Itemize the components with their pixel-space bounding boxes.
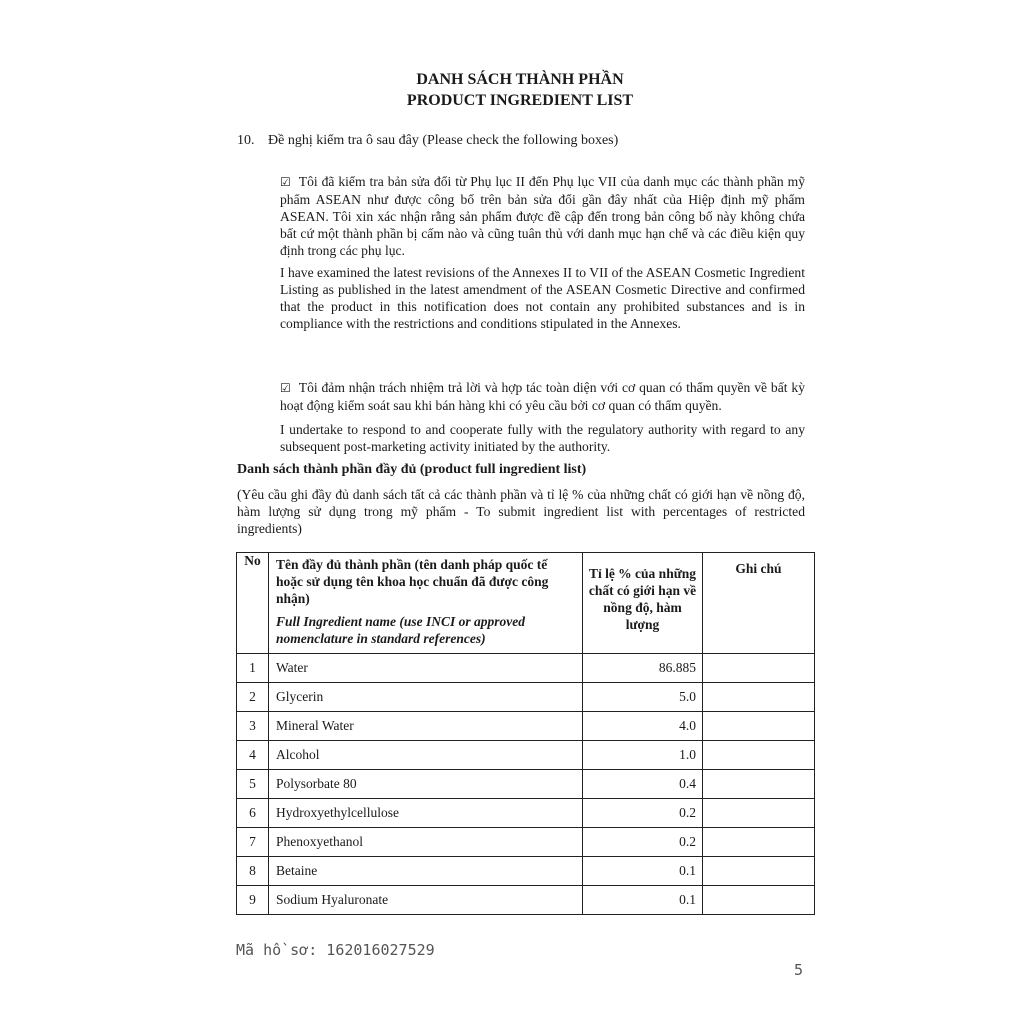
- table-row: [237, 799, 815, 828]
- ingredient-note: [703, 857, 815, 886]
- row-number: 9: [237, 886, 269, 915]
- full-list-heading: Danh sách thành phần đầy đủ (product full ingredient list): [237, 462, 587, 477]
- ingredient-table: [236, 552, 815, 915]
- ingredient-percent: 4.0: [583, 712, 703, 741]
- ingredient-name: Glycerin: [269, 683, 583, 712]
- header-percent: Tỉ lệ % của những chất có giới hạn về nồng độ, hàm lượng: [583, 553, 703, 654]
- checkbox-statement-2-vi: [280, 379, 805, 414]
- section-number: 10.: [237, 133, 255, 148]
- row-number: 6: [237, 799, 269, 828]
- row-number: 5: [237, 770, 269, 799]
- page-number: 5: [794, 961, 804, 979]
- header-name-vi: Tên đầy đủ thành phần (tên danh pháp quốc tế hoặc sử dụng tên khoa học chuẩn đã được công nhận): [276, 557, 549, 606]
- ingredient-percent: 1.0: [583, 741, 703, 770]
- document-title-vi: DANH SÁCH THÀNH PHẦN: [416, 71, 624, 88]
- ingredient-note: [703, 683, 815, 712]
- header-name-en: Full Ingredient name (use INCI or approved nomenclature in standard references): [276, 614, 526, 646]
- ingredient-name: Alcohol: [269, 741, 583, 770]
- ingredient-note: [703, 741, 815, 770]
- table-row: [237, 828, 815, 857]
- table-row: [237, 770, 815, 799]
- ingredient-note: [703, 799, 815, 828]
- ingredient-name: Water: [269, 654, 583, 683]
- ingredient-note: [703, 654, 815, 683]
- ingredient-name: Sodium Hyaluronate: [269, 886, 583, 915]
- ingredient-name: Hydroxyethylcellulose: [269, 799, 583, 828]
- statement-1-vi-text: Tôi đã kiểm tra bản sửa đổi từ Phụ lục II đến Phụ lục VII của danh mục các thành phần mỹ phẩm ASEAN như được công bố trên bản sửa đổi gần đây nhất của Hiệp định mỹ phẩm ASEAN. Tôi xin xác nhận rằng sản phẩm được đề cập đến trong bản công bố này không chứa bất cứ một thành phần bị cấm nào và cũng tuân thủ với danh mục hạn chế và các điều kiện quy định trong các phụ lục.: [280, 174, 805, 258]
- ingredient-percent: 86.885: [583, 654, 703, 683]
- ingredient-name: Phenoxyethanol: [269, 828, 583, 857]
- section-text: Đề nghị kiểm tra ô sau đây (Please check the following boxes): [268, 133, 619, 148]
- checkbox-statement-1-en: I have examined the latest revisions of the Annexes II to VII of the ASEAN Cosmetic Ingredient Listing as published in the latest amendment of the ASEAN Cosmetic Directive and confirmed that the product in this notification does not contain any prohibited substances and is in compliance with the restrictions and conditions stipulated in the Annexes.: [280, 265, 805, 331]
- table-row: [237, 741, 815, 770]
- row-number: 2: [237, 683, 269, 712]
- file-number: Mã hồ sơ: 162016027529: [236, 941, 435, 959]
- ingredient-note: [703, 886, 815, 915]
- ingredient-percent: 0.4: [583, 770, 703, 799]
- table-row: [237, 886, 815, 915]
- ingredient-name: Polysorbate 80: [269, 770, 583, 799]
- ingredient-note: [703, 712, 815, 741]
- section-10: [237, 132, 618, 150]
- checked-box-icon[interactable]: ☑: [280, 175, 291, 189]
- row-number: 4: [237, 741, 269, 770]
- table-row: [237, 712, 815, 741]
- header-ingredient-name: [269, 553, 583, 654]
- ingredient-note: [703, 770, 815, 799]
- ingredient-percent: 5.0: [583, 683, 703, 712]
- ingredient-percent: 0.1: [583, 857, 703, 886]
- table-row: [237, 683, 815, 712]
- ingredient-percent: 0.1: [583, 886, 703, 915]
- table-header-row: [237, 553, 815, 654]
- checkbox-statement-1-vi: [280, 173, 805, 259]
- row-number: 1: [237, 654, 269, 683]
- table-row: [237, 654, 815, 683]
- ingredient-percent: 0.2: [583, 799, 703, 828]
- ingredient-name: Mineral Water: [269, 712, 583, 741]
- ingredient-note: [703, 828, 815, 857]
- checked-box-icon[interactable]: ☑: [280, 381, 291, 395]
- row-number: 8: [237, 857, 269, 886]
- document-title-en: PRODUCT INGREDIENT LIST: [406, 92, 634, 109]
- row-number: 7: [237, 828, 269, 857]
- checkbox-statement-2-en: I undertake to respond to and cooperate fully with the regulatory authority with regard to any subsequent post-marketing activity initiated by the authority.: [280, 422, 805, 454]
- table-row: [237, 857, 815, 886]
- header-no: No: [237, 553, 269, 654]
- row-number: 3: [237, 712, 269, 741]
- ingredient-percent: 0.2: [583, 828, 703, 857]
- statement-2-vi-text: Tôi đảm nhận trách nhiệm trả lời và hợp tác toàn diện với cơ quan có thẩm quyền về bất kỳ hoạt động kiểm soát sau khi bán hàng khi có yêu cầu bởi cơ quan có thẩm quyền.: [280, 380, 805, 413]
- ingredient-name: Betaine: [269, 857, 583, 886]
- header-note: Ghi chú: [703, 553, 815, 654]
- full-list-note: (Yêu cầu ghi đầy đủ danh sách tất cả các thành phần và tỉ lệ % của những chất có giới hạn về nồng độ, hàm lượng sử dụng trong mỹ phẩm - To submit ingredient list with percentages of restricted ingredients): [237, 487, 805, 536]
